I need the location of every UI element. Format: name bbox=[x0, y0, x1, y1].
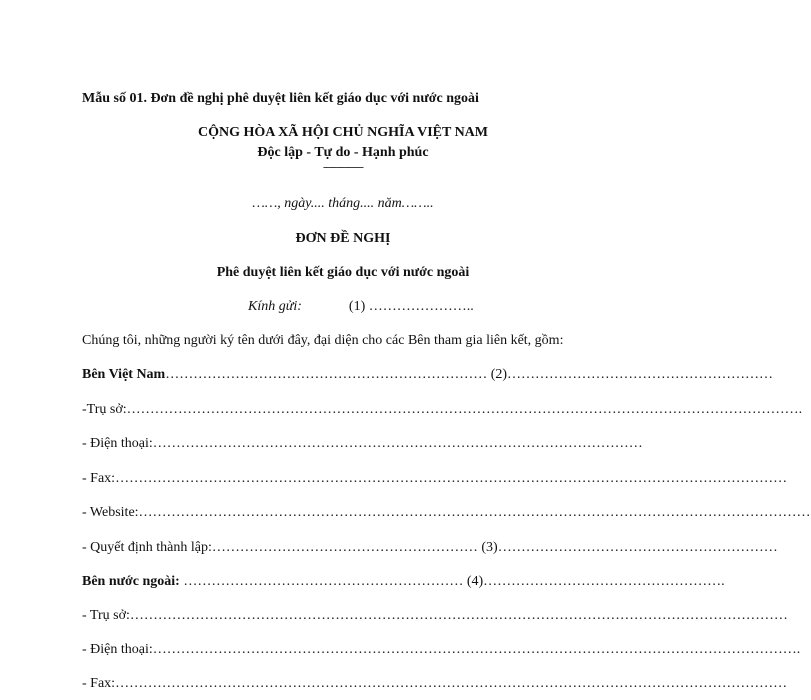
recipient-value: (1) ………………….. bbox=[348, 299, 474, 314]
vn-website-line bbox=[82, 504, 811, 522]
foreign-fax-dots: ……………………………………………………………………………………………………………………………… bbox=[115, 676, 788, 691]
vn-fax-label: - Fax: bbox=[82, 471, 116, 486]
vn-party-line bbox=[82, 366, 774, 384]
vn-fax-line bbox=[82, 470, 788, 488]
foreign-party-dots-b: ……………………………………………. bbox=[483, 574, 725, 589]
foreign-phone-label: - Điện thoại: bbox=[82, 642, 153, 657]
vn-decision-dots-b: …………………………………………………… bbox=[497, 540, 778, 555]
republic-header: CỘNG HÒA XÃ HỘI CHỦ NGHĨA VIỆT NAM bbox=[197, 125, 488, 140]
foreign-hq-line bbox=[82, 607, 788, 625]
foreign-party-ref: (4) bbox=[466, 574, 484, 589]
foreign-party-line bbox=[82, 573, 725, 591]
recipient-line bbox=[248, 298, 548, 316]
foreign-fax-label: - Fax: bbox=[82, 676, 116, 691]
foreign-phone-line bbox=[82, 641, 801, 659]
foreign-phone-dots: …………………………………………………………………………………………………………………………. bbox=[152, 642, 801, 657]
vn-party-dots-b: ………………………………………………… bbox=[507, 367, 774, 382]
foreign-hq-dots: …………………………………………………………………………………………………………………………… bbox=[129, 608, 788, 623]
foreign-party-dots-a: …………………………………………………… bbox=[179, 574, 464, 589]
vn-hq-line bbox=[82, 401, 803, 419]
vn-phone-label: - Điện thoại: bbox=[82, 436, 153, 451]
intro-paragraph: Chúng tôi, những người ký tên dưới đây, đại diện cho các Bên tham gia liên kết, gồm: bbox=[82, 333, 564, 348]
recipient-label: Kính gửi: bbox=[248, 299, 302, 314]
vn-phone-dots: …………………………………………………………………………………………… bbox=[152, 436, 643, 451]
document-subheading: Phê duyệt liên kết giáo dục với nước ngoài bbox=[216, 265, 470, 280]
vn-decision-dots-a: ………………………………………………… bbox=[211, 540, 478, 555]
vn-decision-line bbox=[82, 539, 778, 557]
motto: Độc lập - Tự do - Hạnh phúc bbox=[257, 145, 429, 160]
vn-decision-label: - Quyết định thành lập: bbox=[82, 540, 212, 555]
foreign-party-label: Bên nước ngoài: bbox=[82, 574, 180, 589]
vn-hq-label: -Trụ sở: bbox=[82, 402, 127, 417]
form-title: Mẫu số 01. Đơn đề nghị phê duyệt liên kết giáo dục với nước ngoài bbox=[82, 91, 479, 106]
foreign-fax-line bbox=[82, 675, 788, 693]
vn-phone-line bbox=[82, 435, 643, 453]
date-line: ……, ngày.... tháng.... năm…….. bbox=[252, 196, 434, 211]
vn-website-dots: ……………………………………………………………………………………………………………………………… bbox=[138, 505, 811, 520]
vn-decision-ref: (3) bbox=[481, 540, 498, 555]
vn-party-ref: (2) bbox=[490, 367, 508, 382]
vn-fax-dots: ……………………………………………………………………………………………………………………………… bbox=[115, 471, 788, 486]
document-heading: ĐƠN ĐỀ NGHỊ bbox=[295, 231, 391, 246]
motto-underline: --------------- bbox=[323, 161, 363, 173]
vn-hq-dots: ………………………………………………………………………………………………………………………………. bbox=[126, 402, 803, 417]
vn-website-label: - Website: bbox=[82, 505, 139, 520]
foreign-hq-label: - Trụ sở: bbox=[82, 608, 130, 623]
vn-party-dots-a: …………………………………………………………… bbox=[165, 367, 488, 382]
vn-party-label: Bên Việt Nam bbox=[82, 367, 166, 382]
